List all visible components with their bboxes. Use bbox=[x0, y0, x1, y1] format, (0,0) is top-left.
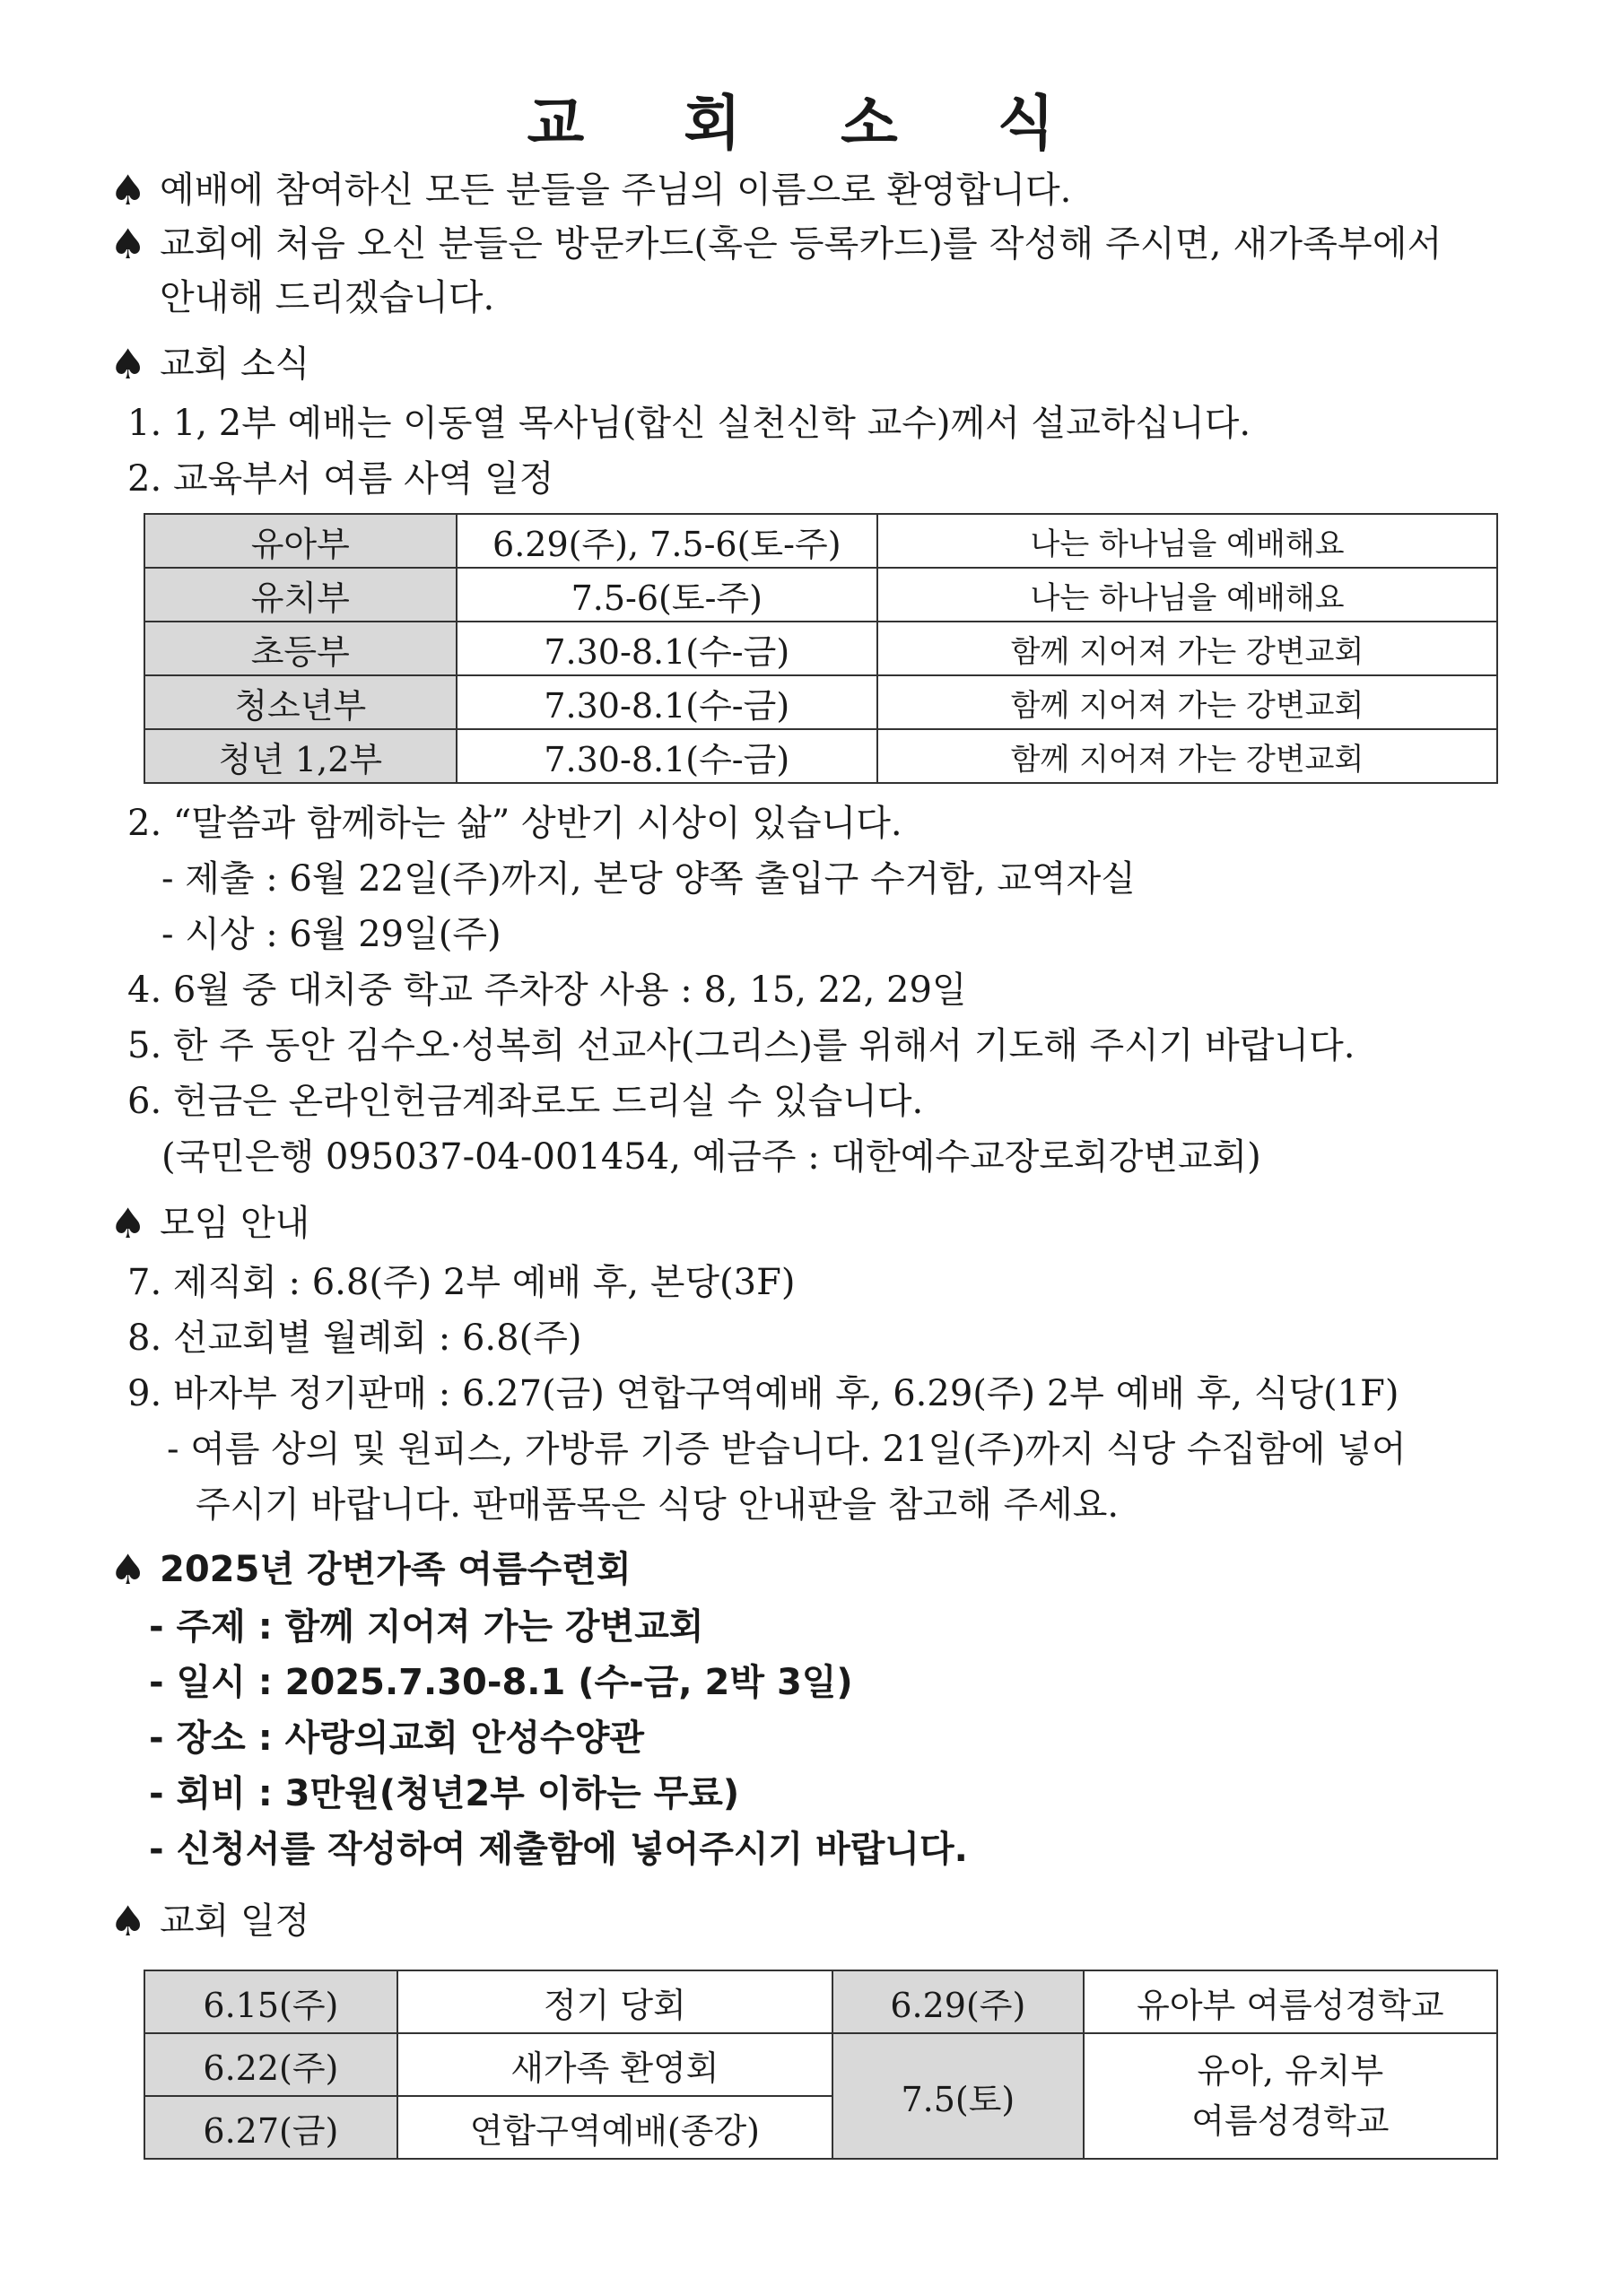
spade-icon: ♠ bbox=[109, 340, 147, 388]
date-cell: 7.5-6(토-주) bbox=[457, 568, 878, 622]
retreat-theme: - 주제 : 함께 지어져 가는 강변교회 bbox=[149, 1606, 704, 1648]
welcome-line-2: 교회에 처음 오신 분들은 방문카드(혹은 등록카드)를 작성해 주시면, 새가족부에서 bbox=[160, 223, 1442, 265]
spade-icon: ♠ bbox=[109, 1545, 147, 1594]
retreat-apply: - 신청서를 작성하여 제출함에 넣어주시기 바랍니다. bbox=[149, 1829, 968, 1870]
theme-cell: 나는 하나님을 예배해요 bbox=[877, 514, 1497, 568]
dept-cell: 초등부 bbox=[144, 622, 457, 675]
education-schedule-table bbox=[144, 513, 1498, 784]
spade-icon: ♠ bbox=[109, 220, 147, 268]
date-cell: 6.27(금) bbox=[144, 2096, 397, 2159]
welcome-line-1: 예배에 참여하신 모든 분들을 주님의 이름으로 환영합니다. bbox=[160, 170, 1072, 211]
date-cell: 7.30-8.1(수-금) bbox=[457, 675, 878, 729]
event-line: 유아, 유치부 bbox=[1197, 2051, 1384, 2091]
retreat-heading: 2025년 강변가족 여름수련회 bbox=[160, 1549, 632, 1590]
retreat-place: - 장소 : 사랑의교회 안성수양관 bbox=[149, 1718, 644, 1759]
meetings-item-8: 8. 선교회별 월례회 : 6.8(주) bbox=[127, 1318, 582, 1359]
news-item-6: 6. 헌금은 온라인헌금계좌로도 드리실 수 있습니다. bbox=[127, 1081, 924, 1122]
spade-icon: ♠ bbox=[109, 1199, 147, 1248]
table-row bbox=[144, 2033, 1497, 2096]
news-item-5: 5. 한 주 동안 김수오·성복희 선교사(그리스)를 위해서 기도해 주시기 바랍니다. bbox=[127, 1025, 1355, 1066]
theme-cell: 나는 하나님을 예배해요 bbox=[877, 568, 1497, 622]
table-row bbox=[144, 568, 1497, 622]
table-row bbox=[144, 622, 1497, 675]
event-cell: 정기 당회 bbox=[397, 1970, 832, 2033]
meetings-item-9-sub-1: - 여름 상의 및 원피스, 가방류 기증 받습니다. 21일(주)까지 식당 수집함에 넣어 bbox=[167, 1429, 1407, 1470]
date-cell: 7.30-8.1(수-금) bbox=[457, 729, 878, 783]
page-title: 교 회 소 식 bbox=[527, 89, 1094, 158]
event-cell bbox=[1084, 2033, 1497, 2159]
news-item-6-account: (국민은행 095037-04-001454, 예금주 : 대한예수교장로회강변교회) bbox=[161, 1136, 1261, 1178]
church-calendar-table bbox=[144, 1970, 1498, 2160]
date-cell: 7.5(토) bbox=[832, 2033, 1084, 2159]
spade-icon: ♠ bbox=[109, 166, 147, 214]
event-cell: 연합구역예배(종강) bbox=[397, 2096, 832, 2159]
table-row bbox=[144, 514, 1497, 568]
table-row bbox=[144, 675, 1497, 729]
retreat-fee: - 회비 : 3만원(청년2부 이하는 무료) bbox=[149, 1773, 740, 1814]
date-cell: 6.22(주) bbox=[144, 2033, 397, 2096]
meetings-heading: 모임 안내 bbox=[160, 1203, 310, 1244]
spade-icon: ♠ bbox=[109, 1897, 147, 1945]
meetings-item-7: 7. 제직회 : 6.8(주) 2부 예배 후, 본당(3F) bbox=[127, 1262, 796, 1303]
theme-cell: 함께 지어져 가는 강변교회 bbox=[877, 622, 1497, 675]
dept-cell: 유치부 bbox=[144, 568, 457, 622]
meetings-item-9-sub-2: 주시기 바랍니다. 판매품목은 식당 안내판을 참고해 주세요. bbox=[196, 1484, 1120, 1526]
dept-cell: 청년 1,2부 bbox=[144, 729, 457, 783]
news-item-3-sub-1: - 제출 : 6월 22일(주)까지, 본당 양쪽 출입구 수거함, 교역자실 bbox=[161, 858, 1136, 900]
news-item-3: 2. “말씀과 함께하는 삶” 상반기 시상이 있습니다. bbox=[127, 803, 902, 844]
theme-cell: 함께 지어져 가는 강변교회 bbox=[877, 675, 1497, 729]
dept-cell: 청소년부 bbox=[144, 675, 457, 729]
retreat-date: - 일시 : 2025.7.30-8.1 (수-금, 2박 3일) bbox=[149, 1662, 853, 1703]
news-item-3-sub-2: - 시상 : 6월 29일(주) bbox=[161, 914, 501, 955]
event-line: 여름성경학교 bbox=[1191, 2101, 1390, 2141]
news-heading: 교회 소식 bbox=[160, 344, 310, 385]
news-item-2: 2. 교육부서 여름 사역 일정 bbox=[127, 458, 554, 500]
welcome-line-2-cont: 안내해 드리겠습니다. bbox=[160, 277, 495, 318]
news-item-1: 1. 1, 2부 예배는 이동열 목사님(합신 실천신학 교수)께서 설교하십니다. bbox=[127, 403, 1251, 444]
calendar-heading: 교회 일정 bbox=[160, 1900, 310, 1942]
date-cell: 6.15(주) bbox=[144, 1970, 397, 2033]
meetings-item-9: 9. 바자부 정기판매 : 6.27(금) 연합구역예배 후, 6.29(주) 2부 예배 후, 식당(1F) bbox=[127, 1373, 1399, 1414]
table-row bbox=[144, 1970, 1497, 2033]
event-cell: 새가족 환영회 bbox=[397, 2033, 832, 2096]
date-cell: 6.29(주) bbox=[832, 1970, 1084, 2033]
table-row bbox=[144, 729, 1497, 783]
event-cell: 유아부 여름성경학교 bbox=[1084, 1970, 1497, 2033]
date-cell: 7.30-8.1(수-금) bbox=[457, 622, 878, 675]
theme-cell: 함께 지어져 가는 강변교회 bbox=[877, 729, 1497, 783]
news-item-4: 4. 6월 중 대치중 학교 주차장 사용 : 8, 15, 22, 29일 bbox=[127, 970, 967, 1011]
dept-cell: 유아부 bbox=[144, 514, 457, 568]
date-cell: 6.29(주), 7.5-6(토-주) bbox=[457, 514, 878, 568]
